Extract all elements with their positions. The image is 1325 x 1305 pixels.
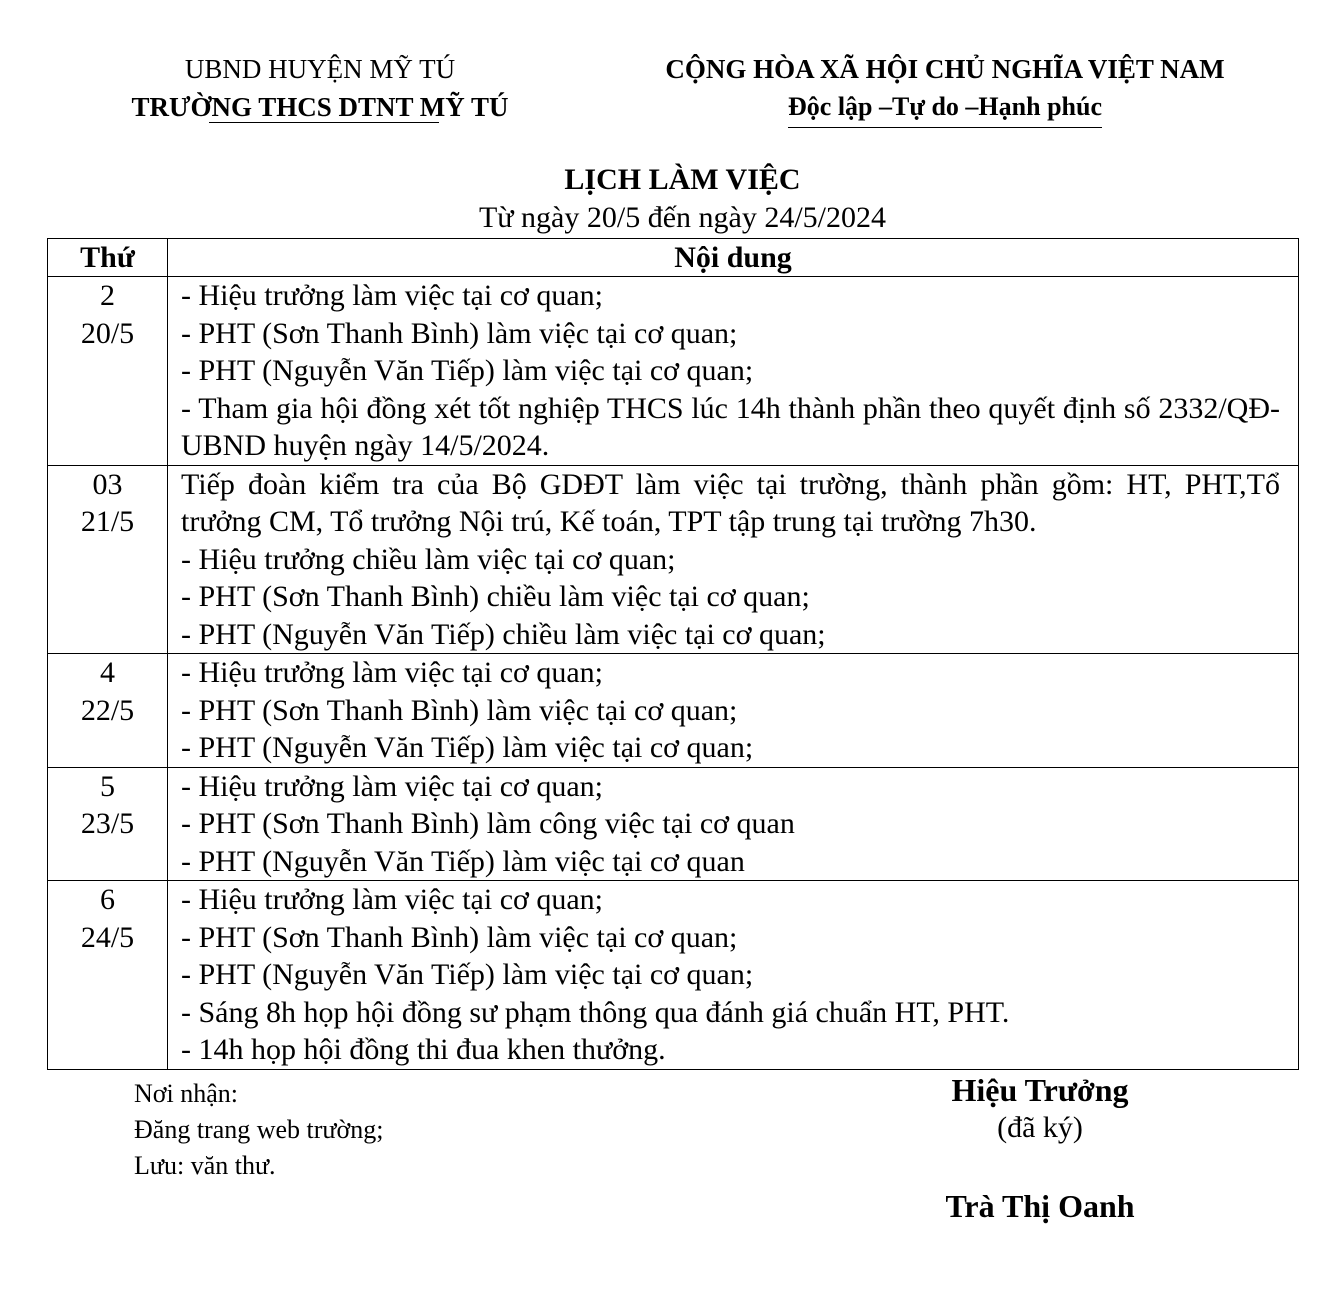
recipients-label: Nơi nhận:: [134, 1079, 239, 1108]
day-label: 2: [100, 279, 115, 312]
task-item: - Hiệu trưởng làm việc tại cơ quan;: [181, 883, 604, 916]
day-label: 4: [100, 656, 115, 689]
task-item: - 14h họp hội đồng thi đua khen thưởng.: [181, 1033, 666, 1066]
issuing-agency-block: [100, 50, 540, 126]
task-item: - PHT (Sơn Thanh Bình) làm việc tại cơ quan;: [181, 693, 738, 727]
task-item: - PHT (Nguyễn Văn Tiếp) làm việc tại cơ quan;: [181, 354, 754, 387]
table-row: [48, 767, 1299, 881]
header-day: Thứ: [48, 239, 168, 277]
table-header-row: [48, 239, 1299, 277]
date-label: 21/5: [80, 505, 135, 538]
national-title: CỘNG HÒA XÃ HỘI CHỦ NGHĨA VIỆT NAM: [665, 54, 1225, 84]
table-row: [48, 465, 1299, 654]
task-item: Tiếp đoàn kiểm tra của Bộ GDĐT làm việc tại trường, thành phần gồm: HT, PHT,Tổ trưởng CM, Tổ trưởng Nội trú, Kế toán, TPT tập trung tại trường 7h30.: [181, 467, 1280, 538]
task-item: - PHT (Nguyễn Văn Tiếp) làm việc tại cơ quan: [181, 844, 745, 878]
content-cell: [168, 881, 1299, 1070]
task-item: - Hiệu trưởng làm việc tại cơ quan;: [181, 279, 604, 312]
day-cell: [48, 881, 168, 1070]
schedule-table: [47, 238, 1299, 1070]
content-cell: [168, 654, 1299, 768]
content-cell: [168, 465, 1299, 654]
day-cell: [48, 654, 168, 768]
task-item: - Hiệu trưởng chiều làm việc tại cơ quan;: [181, 542, 676, 576]
date-label: 22/5: [80, 693, 135, 727]
day-label: 6: [100, 883, 115, 916]
table-row: [48, 277, 1299, 466]
table-row: [48, 881, 1299, 1070]
national-heading-block: [620, 50, 1270, 128]
date-label: 24/5: [80, 920, 135, 954]
task-item: - PHT (Sơn Thanh Bình) làm việc tại cơ quan;: [181, 920, 738, 954]
date-label: 20/5: [80, 316, 135, 350]
school-name: [131, 88, 508, 126]
signer-name: Trà Thị Oanh: [945, 1188, 1135, 1224]
task-item: - PHT (Nguyễn Văn Tiếp) làm việc tại cơ quan;: [181, 958, 754, 991]
day-label: 5: [100, 769, 115, 803]
recipient-item: Lưu: văn thư.: [134, 1151, 276, 1180]
document-subtitle: Từ ngày 20/5 đến ngày 24/5/2024: [478, 201, 887, 234]
recipient-item: Đăng trang web trường;: [134, 1115, 384, 1144]
school-name-underline: [209, 122, 438, 123]
task-item: - PHT (Nguyễn Văn Tiếp) chiều làm việc tại cơ quan;: [181, 617, 826, 651]
content-cell: [168, 277, 1299, 466]
district-name: UBND HUYỆN MỸ TÚ: [184, 54, 456, 84]
header-content: Nội dung: [168, 239, 1299, 277]
content-cell: [168, 767, 1299, 881]
recipients-block: [134, 1076, 384, 1184]
date-label: 23/5: [80, 807, 135, 840]
task-item: - PHT (Sơn Thanh Bình) chiều làm việc tại cơ quan;: [181, 580, 810, 613]
document-title: LỊCH LÀM VIỆC: [564, 163, 801, 196]
signer-role: Hiệu Trưởng: [951, 1072, 1129, 1108]
day-cell: [48, 767, 168, 881]
document-title-block: [0, 160, 1325, 236]
national-motto: Độc lập –Tự do –Hạnh phúc: [788, 88, 1102, 128]
task-item: - Sáng 8h họp hội đồng sư phạm thông qua đánh giá chuẩn HT, PHT.: [181, 995, 1010, 1029]
table-row: [48, 654, 1299, 768]
task-item: - Hiệu trưởng làm việc tại cơ quan;: [181, 769, 604, 803]
signed-note: (đã ký): [997, 1111, 1083, 1144]
day-cell: [48, 277, 168, 466]
day-cell: [48, 465, 168, 654]
school-name-text: TRƯỜNG THCS DTNT MỸ TÚ: [131, 92, 509, 122]
task-item: - Hiệu trưởng làm việc tại cơ quan;: [181, 656, 604, 689]
signature-block: [900, 1070, 1180, 1226]
day-label: 03: [92, 467, 123, 501]
task-item: - PHT (Sơn Thanh Bình) làm việc tại cơ quan;: [181, 316, 738, 350]
task-item: - PHT (Nguyễn Văn Tiếp) làm việc tại cơ quan;: [181, 731, 754, 764]
task-item: - PHT (Sơn Thanh Bình) làm công việc tại cơ quan: [181, 807, 795, 840]
task-item: - Tham gia hội đồng xét tốt nghiệp THCS lúc 14h thành phần theo quyết định số 2332/QĐ-UBND huyện ngày 14/5/2024.: [181, 391, 1280, 462]
